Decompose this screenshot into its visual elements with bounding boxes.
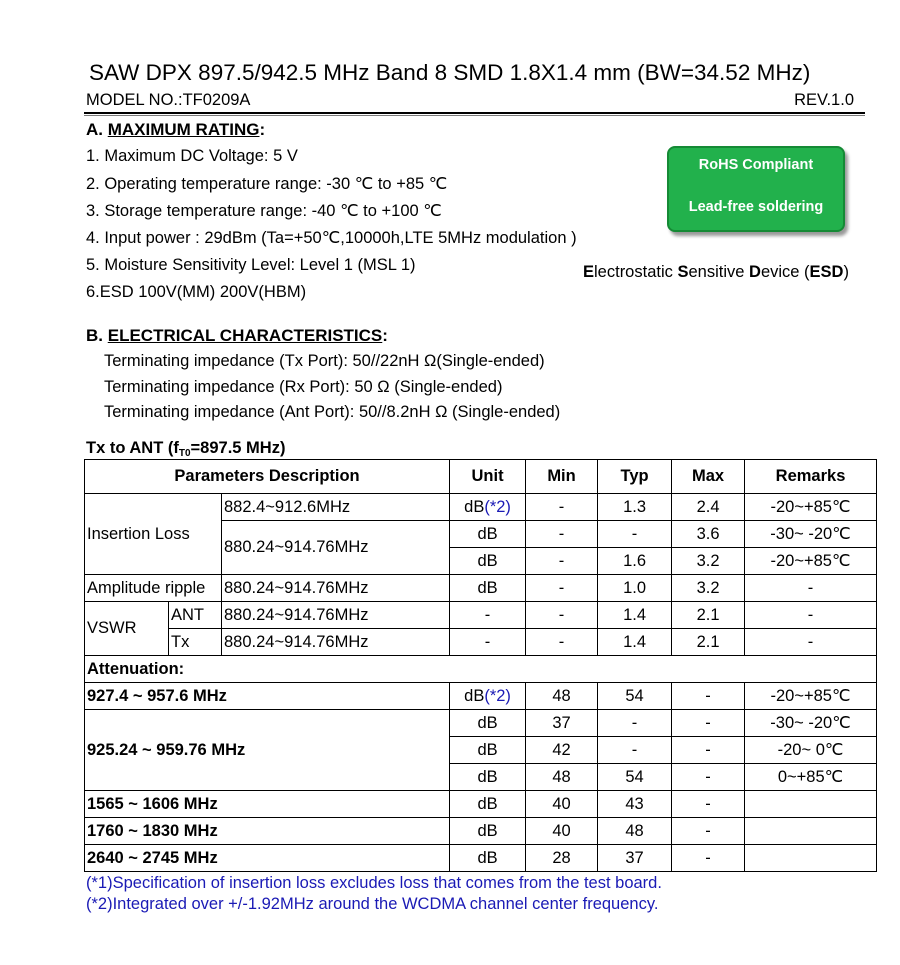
esd-label: Electrostatic Sensitive Device (ESD)	[583, 263, 849, 281]
remarks-cell: -20~+85℃	[745, 494, 877, 521]
max-cell: -	[672, 791, 745, 818]
unit-cell: dB	[450, 548, 526, 575]
header-min: Min	[526, 460, 598, 494]
rating-item: 1. Maximum DC Voltage: 5 V	[86, 147, 298, 165]
min-cell: 48	[526, 683, 598, 710]
typ-cell: 1.0	[598, 575, 672, 602]
footnote-2: (*2)Integrated over +/-1.92MHz around the WCDMA channel center frequency.	[86, 895, 659, 913]
max-cell: 2.1	[672, 629, 745, 656]
spec-table	[84, 459, 877, 872]
unit-cell: dB(*2)	[450, 494, 526, 521]
remarks-cell: -30~ -20℃	[745, 710, 877, 737]
insertion-loss-label: Insertion Loss	[85, 494, 222, 575]
typ-cell: 1.4	[598, 602, 672, 629]
remarks-cell	[745, 845, 877, 872]
port-cell: Tx	[169, 629, 222, 656]
freq-range: 880.24~914.76MHz	[222, 521, 450, 575]
section-b-title: ELECTRICAL CHARACTERISTICS	[107, 326, 383, 345]
unit-cell: dB	[450, 818, 526, 845]
section-b-heading	[86, 326, 388, 346]
unit-cell: dB	[450, 764, 526, 791]
unit-cell: dB	[450, 575, 526, 602]
typ-cell: 1.4	[598, 629, 672, 656]
att-range: 1565 ~ 1606 MHz	[85, 791, 450, 818]
remarks-cell	[745, 791, 877, 818]
freq-range: 880.24~914.76MHz	[222, 629, 450, 656]
rating-item: 6.ESD 100V(MM) 200V(HBM)	[86, 283, 307, 301]
header-typ: Typ	[598, 460, 672, 494]
remarks-cell: -	[745, 602, 877, 629]
table-row	[85, 494, 877, 521]
unit-cell: -	[450, 629, 526, 656]
remarks-cell: -20~ 0℃	[745, 737, 877, 764]
min-cell: 28	[526, 845, 598, 872]
table-row	[85, 683, 877, 710]
lead-free-label: Lead-free soldering	[688, 199, 824, 215]
vswr-label: VSWR	[85, 602, 169, 656]
att-range: 2640 ~ 2745 MHz	[85, 845, 450, 872]
unit-cell: dB	[450, 791, 526, 818]
amplitude-ripple-label: Amplitude ripple	[85, 575, 222, 602]
table-row	[85, 629, 877, 656]
min-cell: 48	[526, 764, 598, 791]
max-cell: -	[672, 818, 745, 845]
max-cell: -	[672, 845, 745, 872]
unit-cell: dB(*2)	[450, 683, 526, 710]
max-cell: 3.6	[672, 521, 745, 548]
section-a-prefix: A.	[86, 120, 108, 139]
header-parameters: Parameters Description	[85, 460, 450, 494]
header-unit: Unit	[450, 460, 526, 494]
typ-cell: -	[598, 737, 672, 764]
typ-cell: -	[598, 710, 672, 737]
typ-cell: 48	[598, 818, 672, 845]
max-cell: 2.1	[672, 602, 745, 629]
att-range: 925.24 ~ 959.76 MHz	[85, 710, 450, 791]
table-row	[85, 602, 877, 629]
typ-cell: -	[598, 521, 672, 548]
unit-cell: dB	[450, 521, 526, 548]
att-range: 927.4 ~ 957.6 MHz	[85, 683, 450, 710]
header-divider-shadow	[84, 115, 865, 116]
typ-cell: 54	[598, 683, 672, 710]
table-row	[85, 656, 877, 683]
remarks-cell: 0~+85℃	[745, 764, 877, 791]
max-cell: 3.2	[672, 575, 745, 602]
header-max: Max	[672, 460, 745, 494]
remarks-cell: -20~+85℃	[745, 548, 877, 575]
section-b-prefix: B.	[86, 326, 108, 345]
impedance-tx: Terminating impedance (Tx Port): 50//22nH Ω(Single-ended)	[104, 352, 545, 370]
freq-range: 882.4~912.6MHz	[222, 494, 450, 521]
remarks-cell: -30~ -20℃	[745, 521, 877, 548]
table-row	[85, 818, 877, 845]
remarks-cell: -	[745, 575, 877, 602]
freq-range: 880.24~914.76MHz	[222, 575, 450, 602]
model-number: MODEL NO.:TF0209A	[86, 91, 251, 109]
typ-cell: 37	[598, 845, 672, 872]
typ-cell: 54	[598, 764, 672, 791]
min-cell: -	[526, 602, 598, 629]
header-remarks: Remarks	[745, 460, 877, 494]
section-b-colon: :	[382, 326, 388, 345]
min-cell: -	[526, 575, 598, 602]
max-cell: 3.2	[672, 548, 745, 575]
typ-cell: 1.6	[598, 548, 672, 575]
impedance-rx: Terminating impedance (Rx Port): 50 Ω (Single-ended)	[104, 378, 503, 396]
table-title: Tx to ANT ($f_{T0}=897.5$ MHz)	[86, 439, 286, 459]
min-cell: -	[526, 629, 598, 656]
unit-cell: dB	[450, 845, 526, 872]
max-cell: -	[672, 737, 745, 764]
section-a-colon: :	[259, 120, 266, 139]
typ-cell: 43	[598, 791, 672, 818]
max-cell: 2.4	[672, 494, 745, 521]
rating-item: 4. Input power : 29dBm (Ta=+50℃,10000h,LTE 5MHz modulation )	[86, 229, 577, 247]
min-cell: -	[526, 494, 598, 521]
rating-item: 5. Moisture Sensitivity Level: Level 1 (MSL 1)	[86, 256, 416, 274]
document-title: SAW DPX 897.5/942.5 MHz Band 8 SMD 1.8X1.4 mm (BW=34.52 MHz)	[89, 60, 811, 85]
table-row	[85, 575, 877, 602]
unit-cell: dB	[450, 737, 526, 764]
rohs-badge	[667, 146, 845, 232]
attenuation-label: Attenuation:	[85, 656, 877, 683]
remarks-cell	[745, 818, 877, 845]
unit-cell: -	[450, 602, 526, 629]
rohs-label: RoHS Compliant	[698, 157, 814, 173]
table-row	[85, 845, 877, 872]
table-header-row	[85, 460, 877, 494]
remarks-cell: -	[745, 629, 877, 656]
min-cell: 40	[526, 818, 598, 845]
table-row	[85, 710, 877, 737]
header-divider	[84, 112, 865, 114]
max-cell: -	[672, 710, 745, 737]
impedance-ant: Terminating impedance (Ant Port): 50//8.2nH Ω (Single-ended)	[104, 403, 561, 421]
min-cell: 42	[526, 737, 598, 764]
min-cell: 37	[526, 710, 598, 737]
min-cell: 40	[526, 791, 598, 818]
unit-cell: dB	[450, 710, 526, 737]
table-row	[85, 791, 877, 818]
att-range: 1760 ~ 1830 MHz	[85, 818, 450, 845]
revision: REV.1.0	[794, 91, 854, 109]
remarks-cell: -20~+85℃	[745, 683, 877, 710]
max-cell: -	[672, 683, 745, 710]
footnote-1: (*1)Specification of insertion loss excludes loss that comes from the test board.	[86, 874, 662, 892]
max-cell: -	[672, 764, 745, 791]
port-cell: ANT	[169, 602, 222, 629]
section-a-heading	[86, 120, 265, 140]
rating-item: 3. Storage temperature range: -40 ℃ to +100 ℃	[86, 202, 442, 220]
freq-range: 880.24~914.76MHz	[222, 602, 450, 629]
section-a-title: MAXIMUM RATING	[107, 120, 260, 139]
rating-item: 2. Operating temperature range: -30 ℃ to +85 ℃	[86, 175, 448, 193]
typ-cell: 1.3	[598, 494, 672, 521]
min-cell: -	[526, 521, 598, 548]
min-cell: -	[526, 548, 598, 575]
